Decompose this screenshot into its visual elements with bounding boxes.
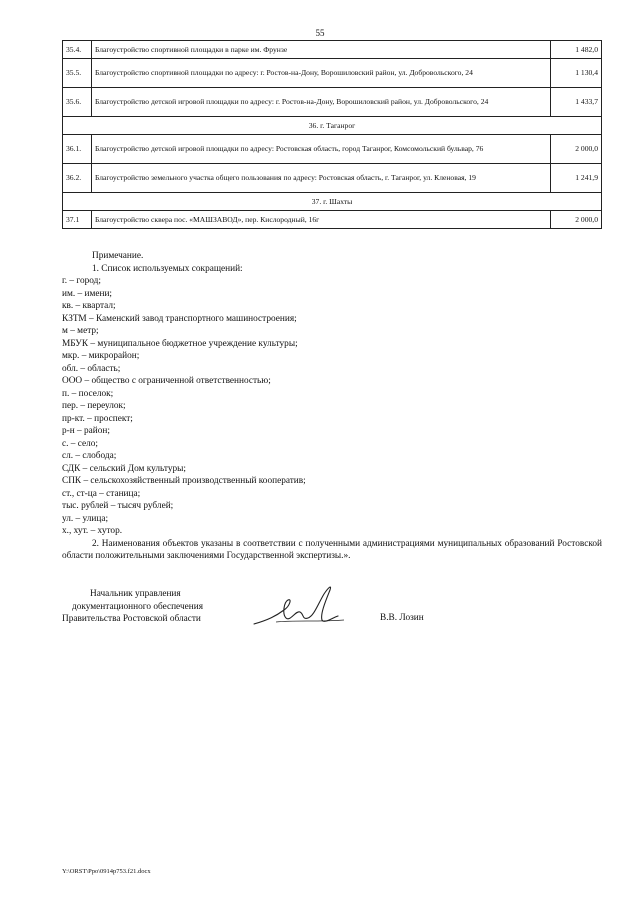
abbreviation-item: кв. – квартал; (62, 301, 116, 311)
amount: 1 130,4 (551, 59, 602, 88)
section-row (63, 193, 602, 211)
abbreviation-item: КЗТМ – Каменский завод транспортного машиностроения; (62, 313, 297, 324)
object-name: Благоустройство детской игровой площадки по адресу: Ростовская область, город Таганрог, Комсомольский бульвар, 76 (92, 135, 551, 164)
abbreviation-item: мкр. – микрорайон; (62, 351, 140, 361)
abbreviations-list (62, 275, 602, 538)
abbreviation-item: ст., ст-ца – станица; (62, 488, 141, 499)
amount: 2 000,0 (551, 135, 602, 164)
abbreviation-item: тыс. рублей – тысяч рублей; (62, 501, 174, 511)
section-title: 37. г. Шахты (63, 193, 602, 211)
signature-block (62, 588, 203, 626)
abbreviation-item: ООО – общество с ограниченной ответственностью; (62, 376, 271, 386)
row-number: 35.5. (63, 59, 92, 88)
amount: 1 482,0 (551, 41, 602, 59)
table-row (63, 211, 602, 229)
table-row (63, 41, 602, 59)
section-title: 36. г. Таганрог (63, 117, 602, 135)
notes-heading: Примечание. (92, 251, 144, 261)
abbreviation-item: ул. – улица; (62, 513, 109, 524)
amount: 1 433,7 (551, 88, 602, 117)
row-number: 35.4. (63, 41, 92, 59)
amount: 2 000,0 (551, 211, 602, 229)
row-number: 35.6. (63, 88, 92, 117)
abbreviation-item: п. – поселок; (62, 388, 114, 399)
abbreviations-title: 1. Список используемых сокращений: (92, 263, 243, 274)
row-number: 36.1. (63, 135, 92, 164)
note-item-2: 2. Наименования объектов указаны в соответствии с полученными администрациями муниципальных образований Ростовской области положительными заключениями Государственной экспертизы.». (62, 538, 602, 561)
row-number: 36.2. (63, 164, 92, 193)
abbreviation-item: обл. – область; (62, 363, 121, 374)
object-name: Благоустройство спортивной площадки в парке им. Фрунзе (92, 41, 551, 59)
position-line-2: документационного обеспечения (72, 601, 203, 612)
object-name: Благоустройство земельного участка общего пользования по адресу: Ростовская область, г. Таганрог, ул. Кленовая, 19 (92, 164, 551, 193)
abbreviation-item: х., хут. – хутор. (62, 526, 123, 536)
handwritten-signature (246, 580, 356, 630)
signer-name: В.В. Лозин (380, 613, 424, 623)
object-name: Благоустройство детской игровой площадки по адресу: г. Ростов-на-Дону, Ворошиловский район, ул. Добровольского, 24 (92, 88, 551, 117)
abbreviation-item: им. – имени; (62, 288, 112, 299)
abbreviation-item: сл. – слобода; (62, 451, 117, 461)
abbreviation-item: м – метр; (62, 326, 99, 336)
position-line-3: Правительства Ростовской области (62, 614, 201, 624)
abbreviation-item: СПК – сельскохозяйственный производственный кооператив; (62, 476, 306, 486)
abbreviation-item: р-н – район; (62, 426, 110, 436)
table-row (63, 135, 602, 164)
abbreviation-item: пр-кт. – проспект; (62, 413, 133, 424)
file-path: Y:\ORST\Ppo\0914p753.f21.docx (62, 868, 151, 875)
objects-table-body (63, 41, 602, 229)
amount: 1 241,9 (551, 164, 602, 193)
notes-section (62, 250, 602, 563)
object-name: Благоустройство сквера пос. «МАШЗАВОД», пер. Кислородный, 16г (92, 211, 551, 229)
table-row (63, 88, 602, 117)
table-row (63, 164, 602, 193)
abbreviation-item: МБУК – муниципальное бюджетное учреждение культуры; (62, 338, 298, 349)
position-line-1: Начальник управления (90, 589, 181, 599)
section-row (63, 117, 602, 135)
abbreviation-item: пер. – переулок; (62, 401, 126, 411)
object-name: Благоустройство спортивной площадки по адресу: г. Ростов-на-Дону, Ворошиловский район, ул. Добровольского, 24 (92, 59, 551, 88)
table-row (63, 59, 602, 88)
abbreviation-item: СДК – сельский Дом культуры; (62, 463, 186, 474)
abbreviation-item: с. – село; (62, 438, 98, 449)
abbreviation-item: г. – город; (62, 276, 101, 286)
objects-table (62, 40, 602, 229)
page-number: 55 (315, 28, 325, 38)
row-number: 37.1 (63, 211, 92, 229)
